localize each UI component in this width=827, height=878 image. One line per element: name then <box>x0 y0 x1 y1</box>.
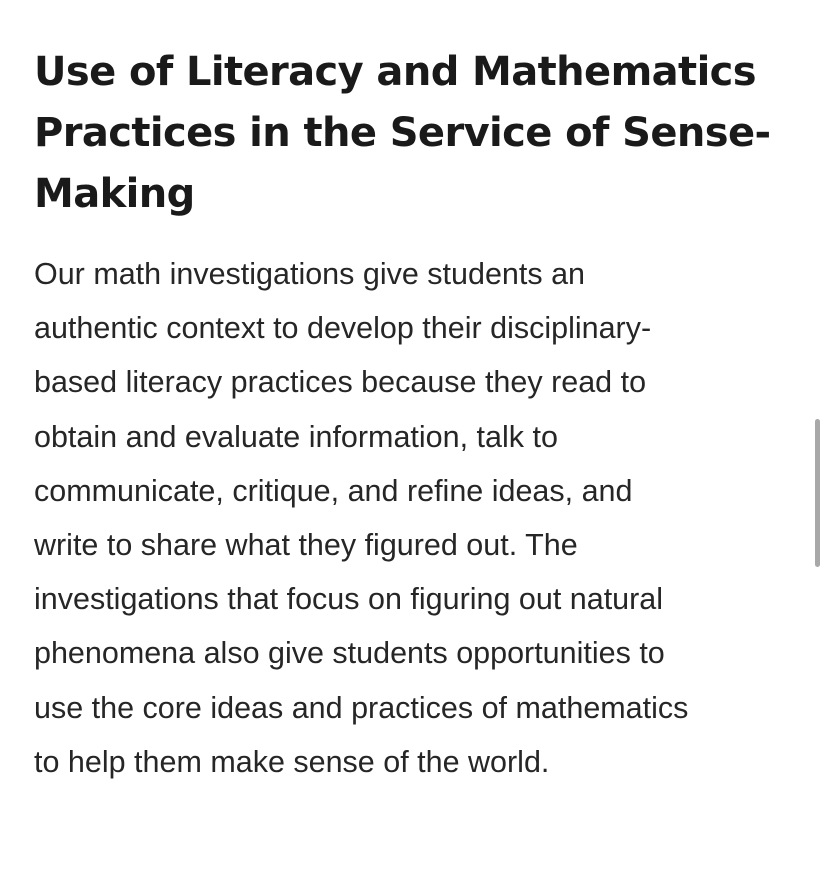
paragraph-line: authentic context to develop their disciplinary- <box>34 311 652 346</box>
article-paragraph <box>34 247 804 789</box>
heading-line: Practices in the Service of Sense- <box>34 110 771 156</box>
article <box>34 42 804 789</box>
paragraph-line: obtain and evaluate information, talk to <box>34 419 558 454</box>
heading-line: Making <box>34 171 195 217</box>
article-heading <box>34 42 804 225</box>
paragraph-line: based literacy practices because they read to <box>34 365 647 400</box>
paragraph-line: Our math investigations give students an <box>34 257 585 291</box>
paragraph-line: write to share what they figured out. The <box>34 528 578 563</box>
paragraph-line: use the core ideas and practices of mathematics <box>34 690 689 725</box>
heading-line: Use of Literacy and Mathematics <box>34 49 757 95</box>
paragraph-line: phenomena also give students opportunities to <box>34 636 665 671</box>
paragraph-line: communicate, critique, and refine ideas, and <box>34 473 633 508</box>
paragraph-line: to help them make sense of the world. <box>34 744 550 779</box>
scrollbar-thumb[interactable] <box>815 419 820 567</box>
paragraph-line: investigations that focus on figuring out natural <box>34 582 664 617</box>
